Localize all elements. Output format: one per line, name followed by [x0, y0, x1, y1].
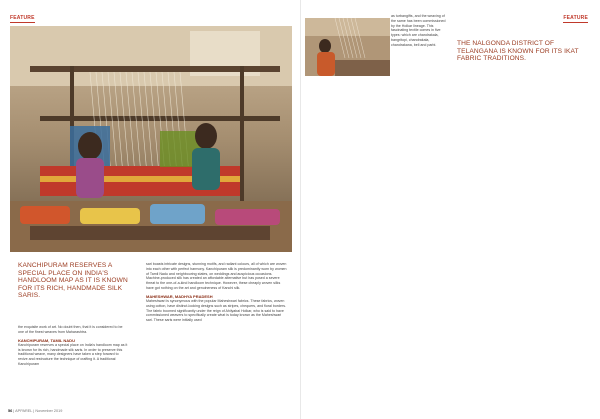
left-column-1 — [18, 325, 128, 370]
right-column-left-text — [309, 14, 447, 51]
page-number: 56 — [8, 409, 13, 413]
body-text: Kanchipuram reserves a special place on India's handloom map as it is known for its rich, handmade silk saris. In order to preserve this traditional weave, many designers have taken a step forward to revive and restructure the technique of crafting it. A traditional Kanchipuram — [18, 342, 128, 366]
body-text: sari boasts intricate designs, stunning motifs, and radiant colours, all of which are woven into each other with perfect harmony. Kanchipuram silk is predominantly worn by women of Tamil Nadu and neighbouring states, on weddings and auspicious occasions. Machine-produced silk has created an affordable alternative but has posed a severe threat to the one-of-a-kind handloom technique. However, these cheaply woven silks have got nothing on the art and genuineness of Kanchi silk. — [146, 262, 287, 290]
feature-label: FEATURE — [10, 15, 35, 21]
publication-name: APPAREL — [15, 409, 33, 413]
right-page — [300, 0, 600, 419]
left-footer: 56 | APPAREL | November 2019 — [8, 409, 63, 413]
intro-text: the exquisite work of art. No doubt then, that it is considered to be one of the finest weaves from Maharashtra. — [18, 325, 123, 334]
issue-date: November 2019 — [35, 409, 63, 413]
pull-quote: KANCHIPURAM RESERVES A SPECIAL PLACE ON INDIA'S HANDLOOM MAP AS IT IS KNOWN FOR ITS RICH, HANDMADE SILK SARIS. — [18, 262, 128, 300]
feature-label: FEATURE — [563, 15, 588, 21]
pull-quote: THE NALGONDA DISTRICT OF TELANGANA IS KNOWN FOR ITS IKAT FABRIC TRADITIONS. — [457, 40, 579, 63]
section-heading: KANCHIPURAM, TAMIL NADU — [18, 337, 75, 343]
weaver-loom-photo — [10, 26, 292, 252]
section-heading: MAHESHWAR, MADHYA PRADESH — [146, 293, 213, 299]
body-text: Maheshwari is synonymous with the popular Maheshwari fabrics. These fabrics, woven using cotton, have distinct-looking designs such as stripes, chequers, and floral borders. The fabric boomed significantly under the reign of Ahilyabai Holkar, who is said to have commissioned weavers to specifically create what is today known as the Maheshwari sari. These saris were initially used — [146, 298, 287, 323]
left-column-2 — [146, 262, 288, 326]
intro-text: as turbangifts, and the weaving of the same has been commissioned by the Holkar lineage. This fascinating textile comes in five types: which are chandrakala, bangritopi, chandrakala, chandrakana, beli and parbi. — [391, 14, 446, 47]
